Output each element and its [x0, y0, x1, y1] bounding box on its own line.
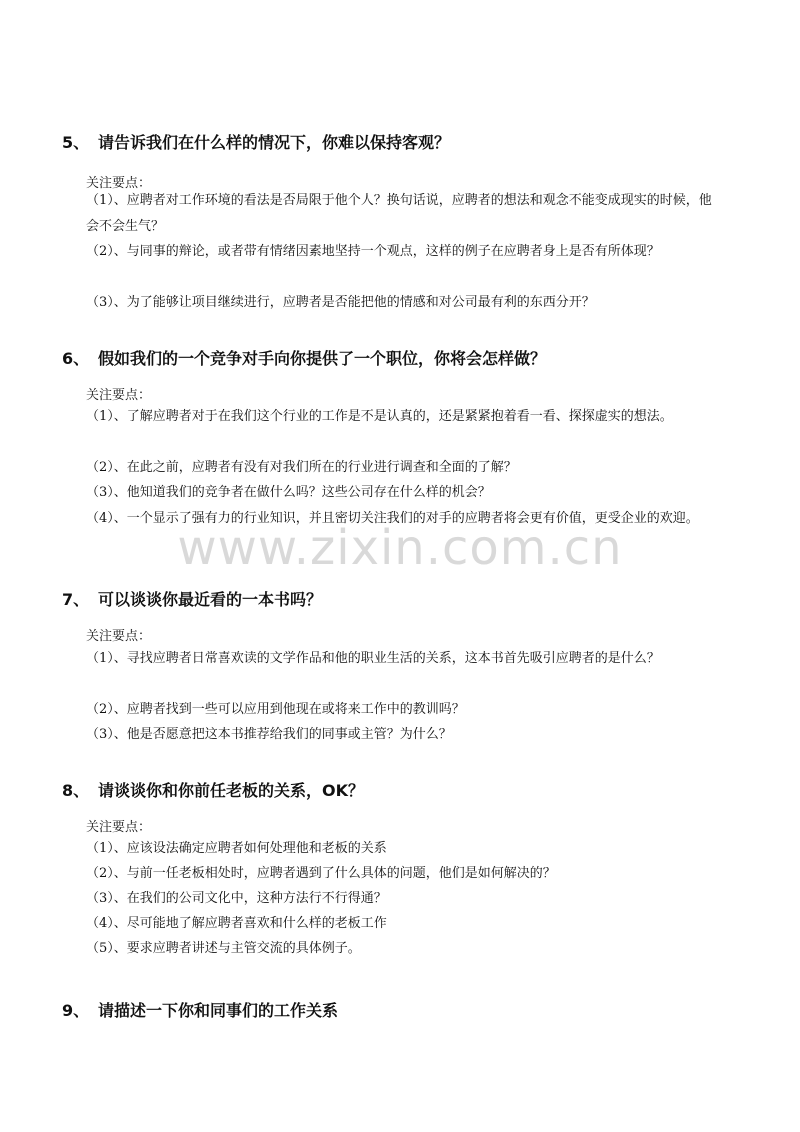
- question-title: 假如我们的一个竞争对手向你提供了一个职位，你将会怎样做？: [98, 349, 547, 368]
- list-item: （3）、为了能够让项目继续进行，应聘者是否能把他的情感和对公司最有利的东西分开？: [86, 295, 595, 310]
- question-number: 7、: [62, 590, 90, 609]
- question-title: 请谈谈你和你前任老板的关系，OK？: [98, 781, 365, 800]
- question-number: 9、: [62, 1001, 90, 1020]
- question-number: 5、: [62, 133, 90, 152]
- list-item: （3）、他知道我们的竞争者在做什么吗？这些公司存在什么样的机会？: [86, 485, 491, 500]
- focus-label: 关注要点：: [86, 388, 152, 403]
- list-item: （1）、寻找应聘者日常喜欢读的文学作品和他的职业生活的关系，这本书首先吸引应聘者的是什么？: [86, 651, 660, 666]
- list-item: （2）、与同事的辩论，或者带有情绪因素地坚持一个观点，这样的例子在应聘者身上是否有所体现？: [86, 244, 660, 259]
- list-item: （3）、他是否愿意把这本书推荐给我们的同事或主管？为什么？: [86, 727, 452, 742]
- question-7-heading: [62, 587, 322, 610]
- question-5-heading: [62, 130, 450, 153]
- list-item: （2）、应聘者找到一些可以应用到他现在或将来工作中的教训吗？: [86, 702, 465, 717]
- question-title: 请告诉我们在什么样的情况下，你难以保持客观？: [98, 133, 451, 152]
- list-item: （1）、了解应聘者对于在我们这个行业的工作是不是认真的，还是紧紧抱着看一看、探探虚实的想法。: [86, 409, 673, 424]
- focus-label: 关注要点：: [86, 176, 152, 191]
- question-number: 8、: [62, 781, 90, 800]
- list-item: （4）、尽可能地了解应聘者喜欢和什么样的老板工作: [86, 916, 387, 931]
- question-title: 可以谈谈你最近看的一本书吗？: [98, 590, 323, 609]
- list-item: （1）、应该设法确定应聘者如何处理他和老板的关系: [86, 841, 387, 856]
- list-item: （3）、在我们的公司文化中，这种方法行不行得通？: [86, 891, 387, 906]
- question-number: 6、: [62, 349, 90, 368]
- question-8-heading: [62, 778, 364, 801]
- watermark: www.zixin.com.cn: [177, 520, 623, 576]
- list-item: （5）、要求应聘者讲述与主管交流的具体例子。: [86, 941, 361, 956]
- question-6-heading: [62, 346, 546, 369]
- focus-label: 关注要点：: [86, 820, 152, 835]
- list-item: （2）、与前一任老板相处时，应聘者遇到了什么具体的问题，他们是如何解决的？: [86, 866, 556, 881]
- list-item: （2）、在此之前，应聘者有没有对我们所在的行业进行调查和全面的了解？: [86, 460, 517, 475]
- list-item: （4）、一个显示了强有力的行业知识，并且密切关注我们的对手的应聘者将会更有价值，更受企业的欢迎。: [86, 511, 699, 526]
- question-title: 请描述一下你和同事们的工作关系: [98, 1001, 339, 1020]
- list-item: （1）、应聘者对工作环境的看法是否局限于他个人？换句话说，应聘者的想法和观念不能变成现实的时候，他会不会生气？: [86, 193, 712, 234]
- question-9-heading: [62, 998, 338, 1021]
- focus-label: 关注要点：: [86, 629, 152, 644]
